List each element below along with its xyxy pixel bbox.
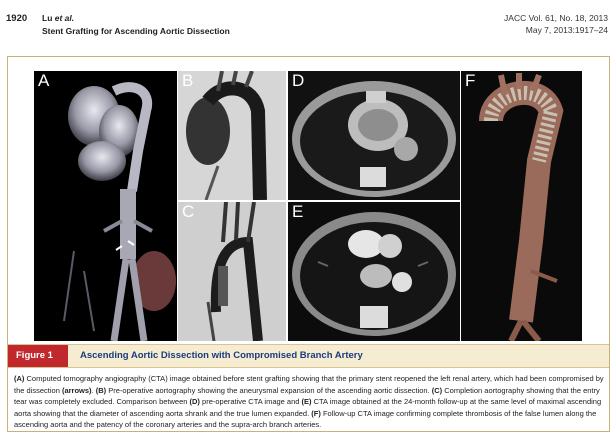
panel-a-cta-image (34, 71, 177, 341)
figure-caption-bar (8, 344, 609, 368)
journal-volume: JACC Vol. 61, No. 18, 2013 (504, 13, 608, 23)
running-header-left (6, 12, 230, 37)
caption-text-c: Completion aortography showing that the entry tear was completely excluded. Comparison between (14, 385, 600, 406)
caption-label-d: (D) (189, 397, 200, 406)
caption-label-e: (E) (301, 397, 312, 406)
page-number: 1920 (6, 13, 28, 24)
panel-label-b: B (182, 71, 194, 90)
panel-f-graphic (461, 71, 582, 341)
panel-c-graphic (178, 202, 286, 341)
caption-label-f: (F) (311, 408, 321, 418)
panel-f-3d-reconstruction (461, 71, 582, 341)
figure-caption-text: (A) Computed tomography angiography (CTA) image obtained before stent grafting showing that the primary stent reopened the left renal artery, which had been compromised by the dissection (arrows). (B) Pre-operative aortography showing the aneurysmal expansion of the ascending aortic dissection. (C) Completion aortography showing that the entry tear was completely excluded. Comparison between (D) pre-operative CTA image and (E) CTA image obtained at the 24-month follow-up at the same level of maximal ascending aorta showing that the diameter of ascending aorta shrank and the true lumen expanded. (F) Follow-up CTA image confirming complete thrombosis of the false lumen along the ascending aorta and the patency of the coronary arteries and the supra-arch branch arteries. (14, 374, 604, 429)
panel-label-e: E (292, 202, 304, 221)
caption-label-c: (C) (431, 385, 443, 395)
panel-a-graphic (34, 71, 177, 341)
panel-b-graphic (178, 71, 286, 200)
caption-label-b: (B) (95, 385, 107, 395)
figure-tag: Figure 1 (8, 345, 68, 367)
panel-label-c: C (182, 202, 195, 221)
caption-text-b: Pre-operative aortography showing the aneurysmal expansion of the ascending aortic dissection. (106, 385, 432, 395)
caption-text-d: pre-operative CTA image and (199, 397, 302, 406)
author-name: Lu (42, 13, 53, 23)
caption-text-a: Computed tomography angiography (CTA) image obtained before stent grafting showing that the primary stent reopened the left renal artery, which had been compromised by the dissection (14, 374, 604, 395)
panel-label-a: A (38, 71, 50, 90)
caption-text-f: Follow-up CTA image confirming complete thrombosis of the false lumen along the ascending aorta and the patency of the coronary arteries and the supra-arch branch arteries. (14, 408, 597, 429)
panel-label-d: D (292, 71, 305, 90)
figure-frame (7, 56, 610, 432)
caption-arrows: (arrows) (61, 385, 92, 395)
running-title: Stent Grafting for Ascending Aortic Dissection (42, 26, 230, 36)
running-header-right (504, 12, 608, 36)
caption-label-a: (A) (14, 374, 25, 383)
panel-b-aortography (178, 71, 286, 200)
caption-text-e: CTA image obtained at the 24-month follow-up at the same level of maximal ascending aorta showing that the diameter of ascending aorta shrank and the true lumen expanded. (14, 397, 602, 418)
figure-title: Ascending Aortic Dissection with Compromised Branch Artery (80, 350, 363, 361)
panel-d-ct-preop (288, 71, 460, 200)
author-line (42, 13, 74, 23)
journal-date-pages: May 7, 2013:1917–24 (525, 25, 608, 35)
panel-e-graphic (288, 202, 460, 341)
panel-c-aortography (178, 202, 286, 341)
panel-e-ct-followup (288, 202, 460, 341)
panel-label-f: F (465, 71, 476, 90)
panel-d-graphic (288, 71, 460, 200)
et-al: et al. (54, 13, 75, 23)
